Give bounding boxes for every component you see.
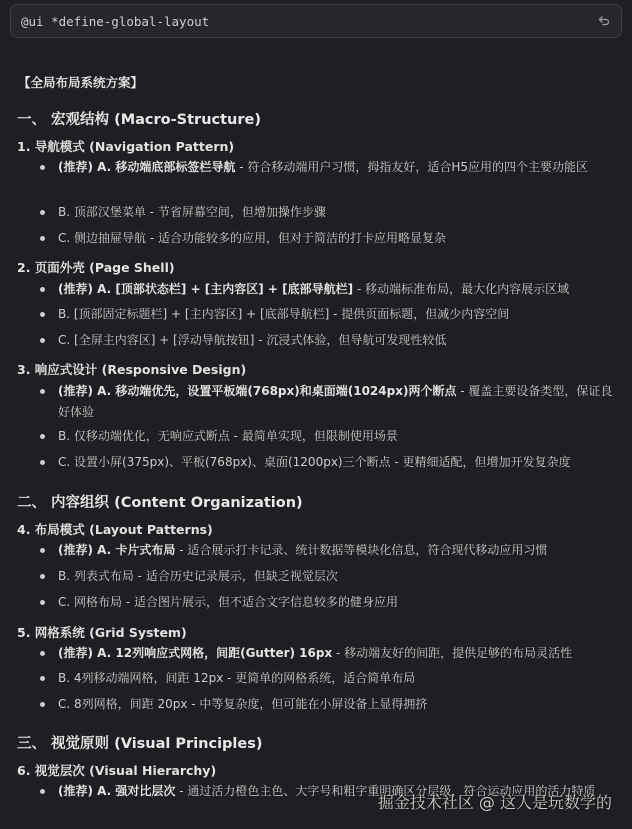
item-text: - 通过活力橙色主色、大字号和粗字重明确区分层级，符合运动应用的活力特质 bbox=[175, 784, 596, 798]
recommended-label: (推荐) A. 移动端优先，设置平板端(768px)和桌面端(1024px)两个断点 bbox=[58, 384, 457, 398]
list-item bbox=[58, 202, 618, 223]
recommended-label: (推荐) A. [顶部状态栏] + [主内容区] + [底部导航栏] bbox=[58, 282, 354, 296]
list-item bbox=[58, 452, 618, 473]
item-text: B. 列表式布局 - 适合历史记录展示，但缺乏视觉层次 bbox=[58, 569, 338, 583]
document-content bbox=[0, 38, 632, 829]
list-item bbox=[58, 694, 618, 715]
list-item bbox=[58, 592, 618, 613]
list-item bbox=[58, 330, 618, 351]
subsection-heading: 3. 响应式设计 (Responsive Design) bbox=[17, 362, 247, 377]
subsection-heading: 1. 导航模式 (Navigation Pattern) bbox=[17, 139, 235, 154]
list-item bbox=[58, 228, 618, 249]
subsection-heading: 5. 网格系统 (Grid System) bbox=[17, 625, 187, 640]
document-title: 【全局布局系统方案】 bbox=[18, 75, 144, 90]
item-text: C. 设置小屏(375px)、平板(768px)、桌面(1200px)三个断点 - 更精细适配，但增加开发复杂度 bbox=[58, 455, 571, 469]
item-text: C. 网格布局 - 适合图片展示，但不适合文字信息较多的健身应用 bbox=[58, 595, 398, 609]
list-item bbox=[58, 304, 618, 325]
item-text: - 覆盖主要设备类型，保证良好体验 bbox=[58, 384, 613, 419]
item-text: B. [顶部固定标题栏] + [主内容区] + [底部导航栏] - 提供页面标题，但减少内容空间 bbox=[58, 307, 510, 321]
item-text: B. 4列移动端网格，间距 12px - 更简单的网格系统，适合简单布局 bbox=[58, 671, 416, 685]
list-item bbox=[58, 566, 618, 587]
command-input-text[interactable]: @ui *define-global-layout bbox=[21, 13, 210, 29]
command-input[interactable] bbox=[10, 4, 622, 38]
subsection-heading: 2. 页面外壳 (Page Shell) bbox=[17, 260, 175, 275]
list-item bbox=[58, 668, 618, 689]
section-heading: 二、 内容组织 (Content Organization) bbox=[17, 495, 303, 511]
subsection-heading: 6. 视觉层次 (Visual Hierarchy) bbox=[17, 763, 217, 778]
recommended-label: (推荐) A. 移动端底部标签栏导航 bbox=[58, 160, 236, 174]
recommended-label: (推荐) A. 强对比层次 bbox=[58, 784, 176, 798]
list-item bbox=[58, 157, 618, 178]
list-item bbox=[58, 643, 618, 664]
section-heading: 一、 宏观结构 (Macro-Structure) bbox=[17, 112, 261, 128]
list-item bbox=[58, 426, 618, 447]
section-heading: 三、 视觉原则 (Visual Principles) bbox=[17, 736, 263, 752]
list-item bbox=[58, 381, 618, 423]
recommended-label: (推荐) A. 卡片式布局 bbox=[58, 543, 176, 557]
item-text: C. 侧边抽屉导航 - 适合功能较多的应用，但对于简洁的打卡应用略显复杂 bbox=[58, 231, 446, 245]
list-item bbox=[58, 540, 618, 561]
watermark: 掘金技术社区 @ 这人是玩数学的 bbox=[377, 793, 612, 812]
item-text: - 符合移动端用户习惯，拇指友好，适合H5应用的四个主要功能区 bbox=[235, 160, 589, 174]
item-text: C. 8列网格，间距 20px - 中等复杂度，但可能在小屏设备上显得拥挤 bbox=[58, 697, 428, 711]
item-text: - 适合展示打卡记录、统计数据等模块化信息，符合现代移动应用习惯 bbox=[175, 543, 548, 557]
item-text: B. 仅移动端优化，无响应式断点 - 最简单实现，但限制使用场景 bbox=[58, 429, 398, 443]
item-text: C. [全屏主内容区] + [浮动导航按钮] - 沉浸式体验，但导航可发现性较低 bbox=[58, 333, 447, 347]
subsection-heading: 4. 布局模式 (Layout Patterns) bbox=[17, 522, 213, 537]
recommended-label: (推荐) A. 12列响应式网格，间距(Gutter) 16px bbox=[58, 646, 333, 660]
item-text: B. 顶部汉堡菜单 - 节省屏幕空间，但增加操作步骤 bbox=[58, 205, 326, 219]
list-item bbox=[58, 279, 618, 300]
item-text: - 移动端标准布局，最大化内容展示区域 bbox=[353, 282, 570, 296]
item-text: - 移动端友好的间距，提供足够的布局灵活性 bbox=[332, 646, 573, 660]
undo-icon[interactable] bbox=[597, 14, 611, 28]
